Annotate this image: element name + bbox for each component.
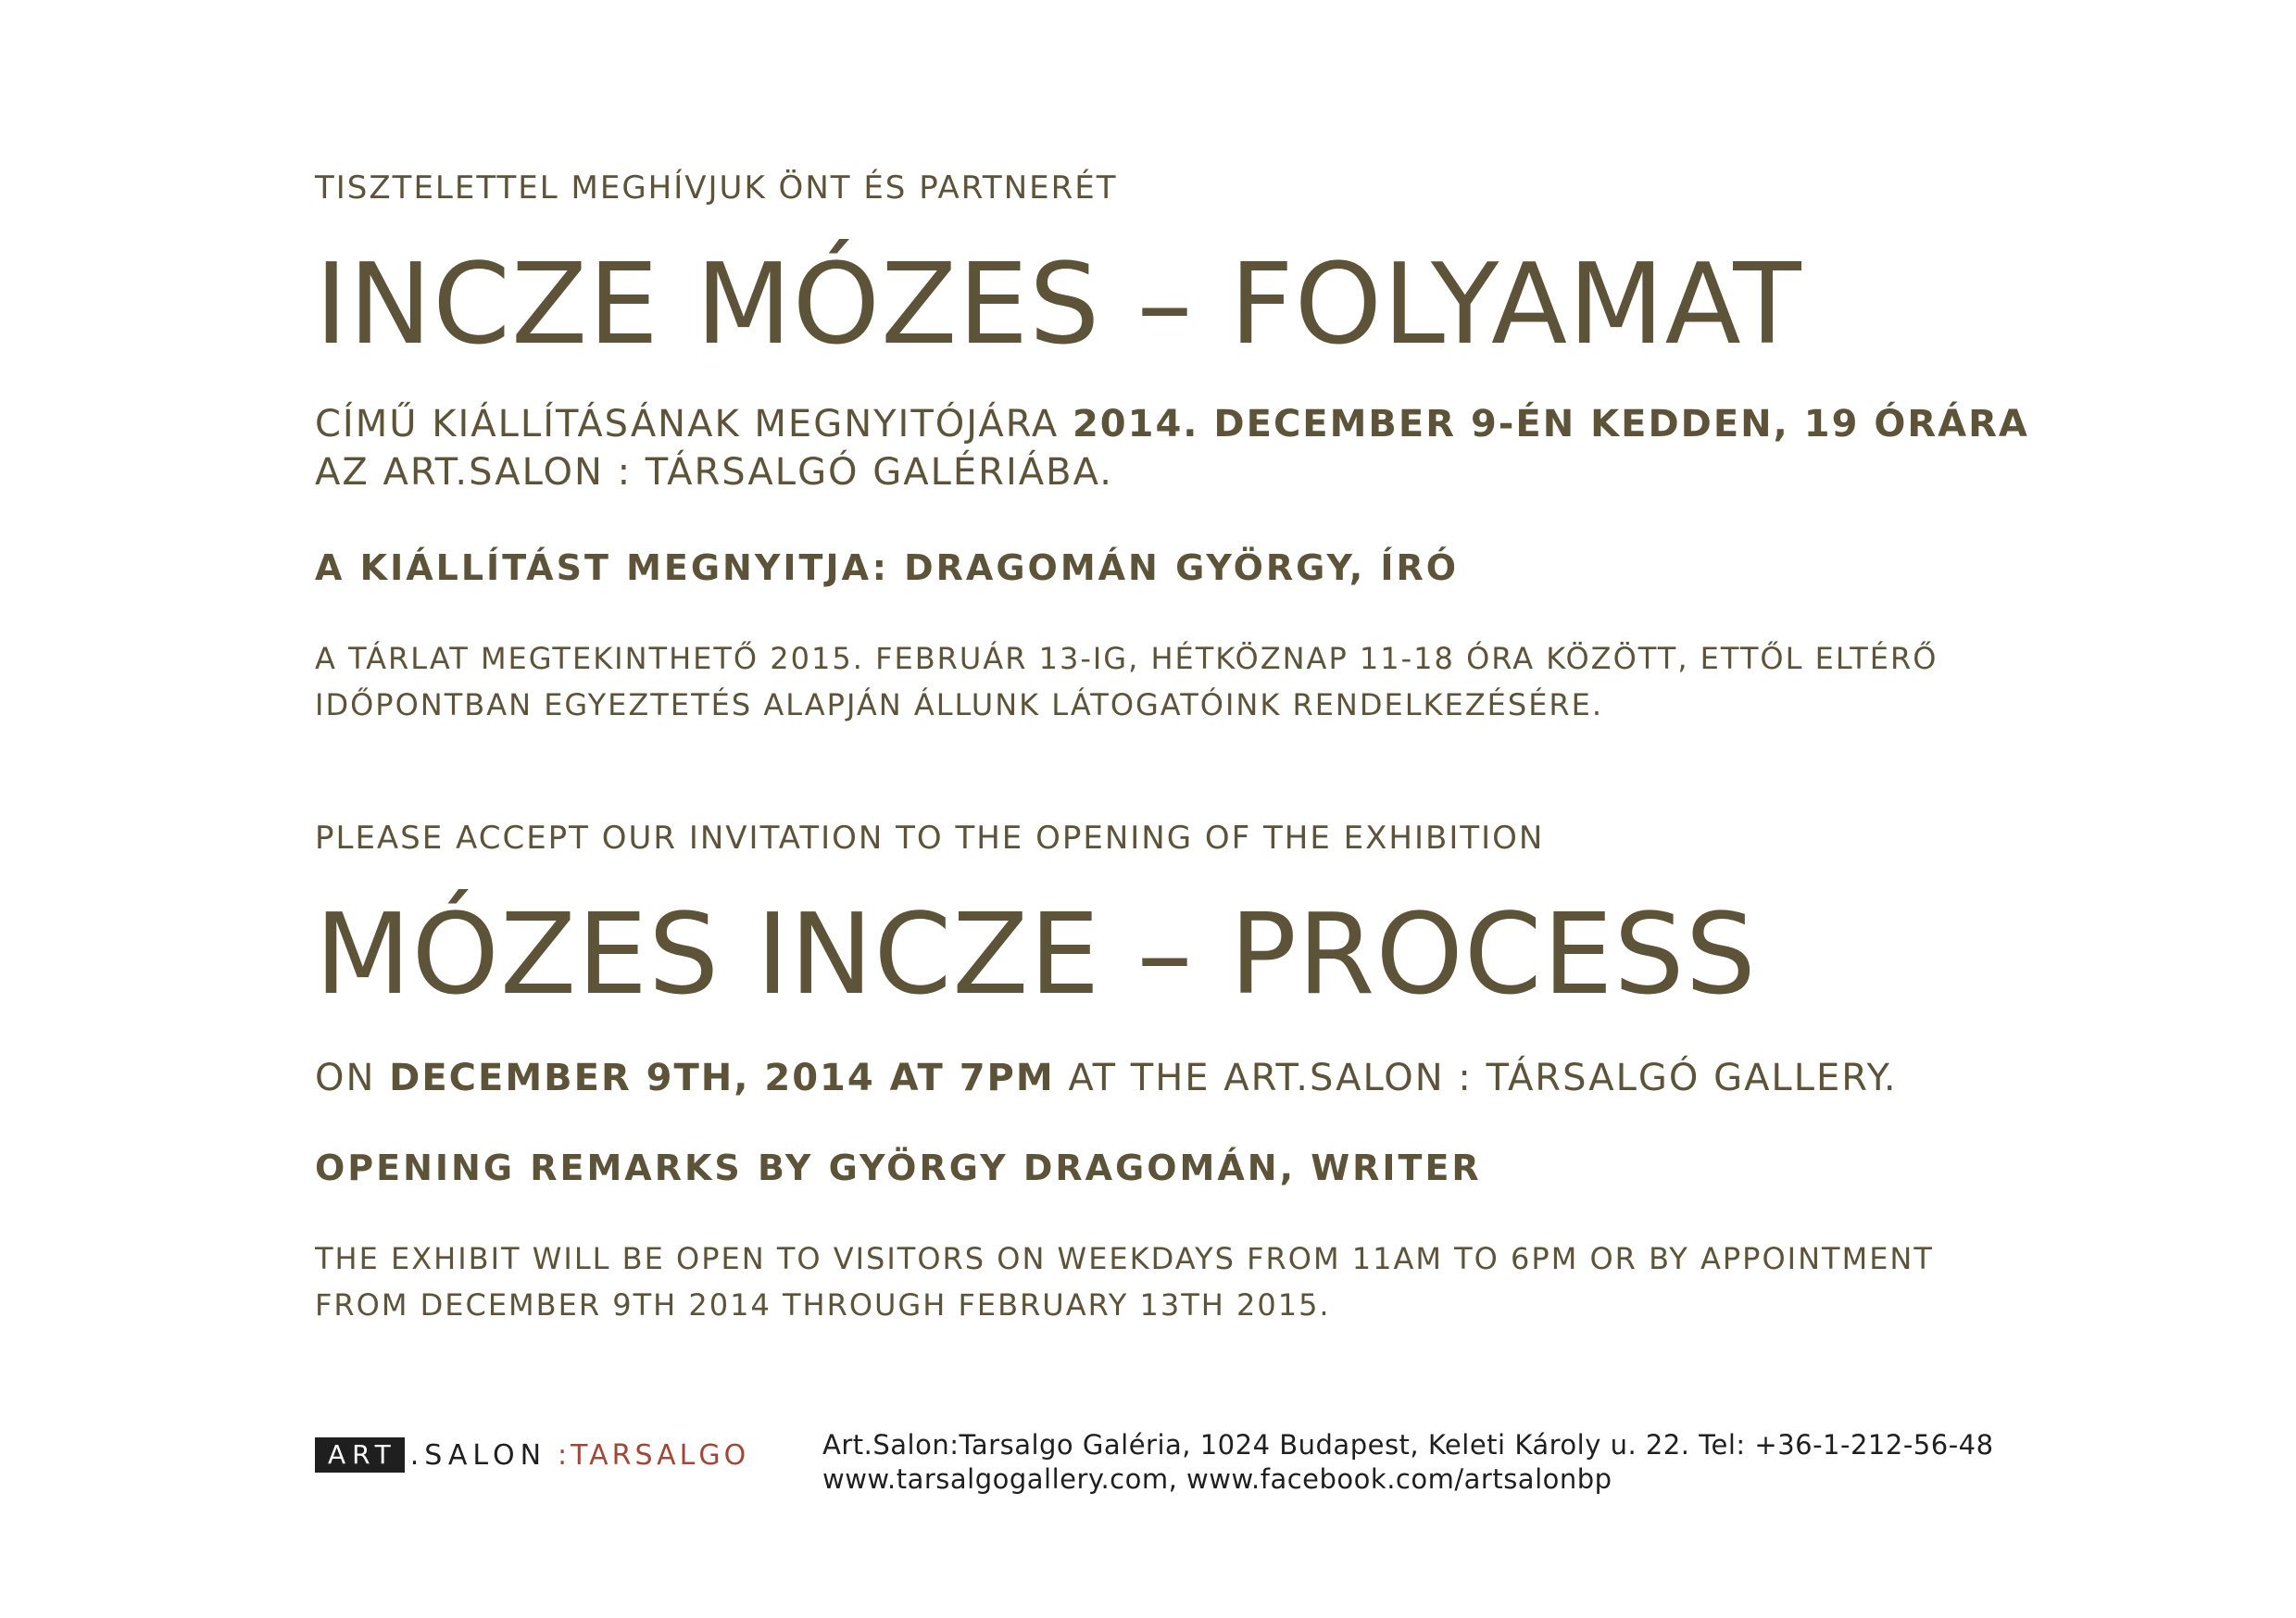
hu-date-line-prefix: CÍMŰ KIÁLLÍTÁSÁNAK MEGNYITÓJÁRA: [315, 403, 1073, 445]
hu-date-line-date: 2014. DECEMBER 9-ÉN KEDDEN, 19 ÓRÁRA: [1072, 403, 2029, 445]
hu-exhibition-title: INCZE MÓZES – FOLYAMAT: [315, 241, 1802, 370]
gallery-logo: [315, 1437, 749, 1473]
en-date-line-prefix: ON: [315, 1057, 390, 1099]
hu-lead-text: TISZTELETTEL MEGHÍVJUK ÖNT ÉS PARTNERÉT: [315, 169, 1118, 207]
hu-note-line-1: A TÁRLAT MEGTEKINTHETŐ 2015. FEBRUÁR 13-IG, HÉTKÖZNAP 11-18 ÓRA KÖZÖTT, ETTŐL ELTÉRŐ: [315, 641, 1938, 676]
logo-salon-text: .SALON: [409, 1438, 547, 1472]
en-note-line-2: FROM DECEMBER 9TH 2014 THROUGH FEBRUARY 13TH 2015.: [315, 1287, 1331, 1323]
en-note-line-1: THE EXHIBIT WILL BE OPEN TO VISITORS ON WEEKDAYS FROM 11AM TO 6PM OR BY APPOINTMENT: [315, 1241, 1934, 1276]
logo-art-box: ART: [315, 1437, 405, 1473]
hu-opener-text: A KIÁLLÍTÁST MEGNYITJA: DRAGOMÁN GYÖRGY, ÍRÓ: [315, 547, 1460, 588]
hu-venue-line: AZ ART.SALON : TÁRSALGÓ GALÉRIÁBA.: [315, 451, 1113, 494]
en-date-line: [315, 1054, 1898, 1102]
footer-web-links: www.tarsalgogallery.com, www.facebook.com/artsalonbp: [822, 1463, 1612, 1495]
en-lead-text: PLEASE ACCEPT OUR INVITATION TO THE OPENING OF THE EXHIBITION: [315, 820, 1545, 857]
en-exhibition-title: MÓZES INCZE – PROCESS: [315, 891, 1757, 1020]
logo-tarsalgo-text: :TARSALGO: [558, 1438, 750, 1472]
en-date-line-date: DECEMBER 9TH, 2014 AT 7PM: [389, 1057, 1055, 1099]
en-opener-text: OPENING REMARKS BY GYÖRGY DRAGOMÁN, WRITER: [315, 1148, 1482, 1188]
footer-contact: [822, 1428, 1994, 1497]
hu-note-line-2: IDŐPONTBAN EGYEZTETÉS ALAPJÁN ÁLLUNK LÁTOGATÓINK RENDELKEZÉSÉRE.: [315, 687, 1604, 722]
footer-address: Art.Salon:Tarsalgo Galéria, 1024 Budapest, Keleti Károly u. 22. Tel: +36-1-212-56-48: [822, 1429, 1994, 1461]
hu-date-line: [315, 400, 2029, 448]
en-date-line-venue: AT THE ART.SALON : TÁRSALGÓ GALLERY.: [1054, 1057, 1898, 1099]
